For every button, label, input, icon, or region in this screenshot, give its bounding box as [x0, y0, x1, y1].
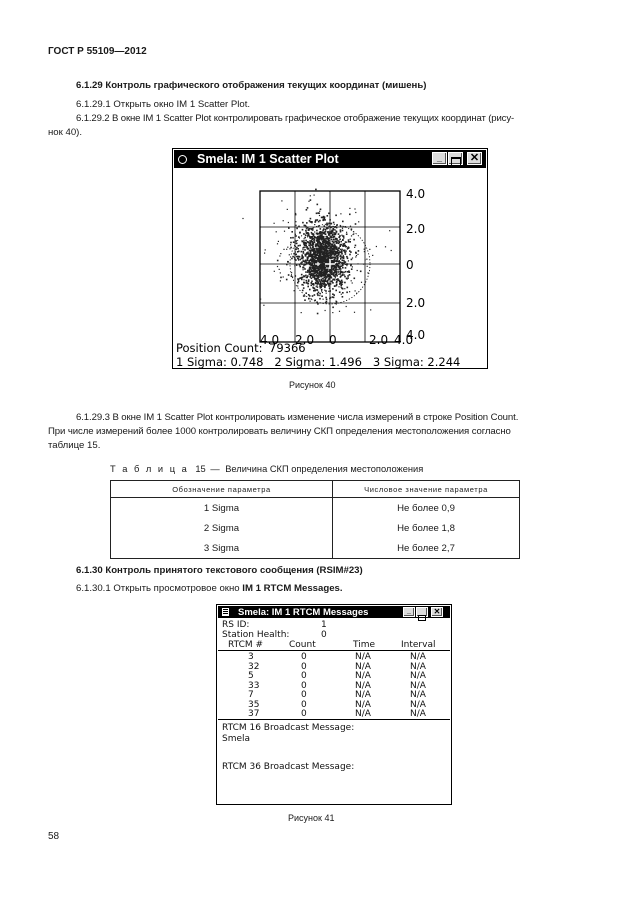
column-header-interval: Interval: [401, 640, 436, 650]
x-tick-label: 4.0: [394, 333, 414, 347]
scatter-plot-canvas: [173, 169, 487, 369]
minimize-button[interactable]: _: [432, 152, 447, 165]
time-cell: N/A: [355, 699, 371, 710]
table-cell-value: Не более 0,9: [333, 498, 520, 519]
column-header-rtcm: RTCM #: [228, 640, 264, 650]
position-count-label: Position Count:: [176, 341, 263, 355]
time-cell: N/A: [355, 709, 371, 719]
close-button[interactable]: ✕: [431, 607, 443, 617]
paragraph-6-1-29-3-line3: таблице 15.: [48, 440, 101, 451]
scatter-plot-window: [172, 148, 488, 369]
sigma-values: 1 Sigma: 0.748 2 Sigma: 1.496 3 Sigma: 2.244: [176, 355, 461, 369]
interval-cell: N/A: [410, 709, 426, 719]
section-heading-6-1-29: 6.1.29 Контроль графического отображения текущих координат (мишень): [76, 80, 427, 91]
column-header-count: Count: [289, 640, 316, 650]
y-tick-label: 0: [406, 258, 414, 272]
rtcm-number-cell: 32: [248, 661, 260, 672]
table-cell-param: 3 Sigma: [111, 538, 333, 559]
count-cell: 0: [301, 661, 307, 672]
paragraph-6-1-29-2-line2: нок 40).: [48, 127, 83, 138]
table-row: [111, 498, 520, 519]
rs-id-value: 1: [321, 620, 327, 630]
paragraph-6-1-29-2-line1: 6.1.29.2 В окне IM 1 Scatter Plot контролировать графическое отображение текущих координат (рису-: [76, 113, 515, 124]
count-cell: 0: [301, 680, 307, 691]
paragraph-6-1-29-3-line2: При числе измерений более 1000 контролировать величину СКП определения местоположения согласно: [48, 426, 511, 437]
table-15-caption: [110, 464, 423, 474]
window-menu-icon[interactable]: [222, 608, 229, 616]
table-caption-prefix: Т а б л и ц а: [110, 464, 189, 474]
table-cell-value: Не более 2,7: [333, 538, 520, 559]
time-cell: N/A: [355, 690, 371, 700]
table-row: [111, 538, 520, 559]
table-caption-dash: —: [210, 464, 220, 474]
time-cell: N/A: [355, 671, 371, 681]
column-header-time: Time: [353, 640, 376, 650]
count-cell: 0: [301, 709, 307, 719]
broadcast-36-label: RTCM 36 Broadcast Message:: [222, 762, 355, 772]
interval-cell: N/A: [410, 690, 426, 700]
table-cell-param: 1 Sigma: [111, 498, 333, 519]
time-cell: N/A: [355, 661, 371, 672]
y-tick-label: 4.0: [406, 187, 426, 201]
x-tick-label: 4.0: [260, 333, 280, 347]
count-cell: 0: [301, 652, 307, 662]
paragraph-6-1-29-3-line1: 6.1.29.3 В окне IM 1 Scatter Plot контролировать изменение числа измерений в строке Position Count.: [76, 412, 519, 423]
figure-40-caption: Рисунок 40: [289, 380, 336, 390]
y-tick-label: 2.0: [406, 296, 426, 310]
rtcm-number-cell: 5: [248, 671, 254, 681]
table-caption-number: 15: [195, 464, 206, 474]
x-tick-label: 0: [329, 333, 337, 347]
interval-cell: N/A: [410, 699, 426, 710]
table-caption-title: Величина СКП определения местоположения: [225, 464, 424, 474]
broadcast-16-message: Smela: [222, 734, 251, 744]
close-button[interactable]: ✕: [467, 152, 482, 165]
window-name: IM 1 RTCM Messages.: [242, 583, 343, 594]
interval-cell: N/A: [410, 671, 426, 681]
rs-id-label: RS ID:: [222, 620, 250, 630]
table-header-value: Числовое значение параметра: [333, 481, 520, 498]
interval-cell: N/A: [410, 680, 426, 691]
count-cell: 0: [301, 690, 307, 700]
table-15: [110, 480, 520, 559]
minimize-button[interactable]: _: [403, 607, 415, 617]
window-menu-icon[interactable]: [178, 155, 187, 164]
rtcm-number-cell: 3: [248, 652, 254, 662]
table-cell-param: 2 Sigma: [111, 518, 333, 538]
position-count-value: 79366: [269, 341, 306, 355]
interval-cell: N/A: [410, 661, 426, 672]
time-cell: N/A: [355, 680, 371, 691]
paragraph-6-1-30-1: [76, 582, 343, 596]
count-cell: 0: [301, 699, 307, 710]
count-cell: 0: [301, 671, 307, 681]
table-cell-value: Не более 1,8: [333, 518, 520, 538]
header-divider: [218, 650, 450, 651]
interval-cell: N/A: [410, 652, 426, 662]
maximize-button[interactable]: [416, 607, 428, 617]
station-health-value: 0: [321, 630, 327, 640]
maximize-button[interactable]: [448, 152, 463, 165]
rtcm-number-cell: 7: [248, 690, 254, 700]
figure-41-caption: Рисунок 41: [288, 813, 335, 823]
table-row: [111, 518, 520, 538]
document-header: ГОСТ Р 55109—2012: [48, 46, 147, 57]
station-health-label: Station Health:: [222, 630, 290, 640]
broadcast-16-label: RTCM 16 Broadcast Message:: [222, 723, 355, 733]
scatter-cloud: [242, 189, 391, 315]
paragraph-6-1-29-1: 6.1.29.1 Открыть окно IM 1 Scatter Plot.: [76, 99, 251, 110]
x-tick-label: 2.0: [369, 333, 389, 347]
y-tick-label: 4.0: [406, 328, 426, 342]
rtcm-number-cell: 33: [248, 680, 260, 691]
section-heading-6-1-30: 6.1.30 Контроль принятого текстового сообщения (RSIM#23): [76, 565, 363, 576]
y-tick-label: 2.0: [406, 222, 426, 236]
scatter-plot-window-title: Smela: IM 1 Scatter Plot: [197, 152, 339, 166]
x-tick-label: 2.0: [295, 333, 315, 347]
rtcm-number-cell: 35: [248, 699, 260, 710]
paragraph-6-1-30-1-text: 6.1.30.1 Открыть просмотровое окно: [76, 583, 243, 594]
broadcast-divider: [218, 719, 450, 720]
rtcm-messages-window-title: Smela: IM 1 RTCM Messages: [238, 606, 369, 618]
rtcm-number-cell: 37: [248, 709, 260, 719]
time-cell: N/A: [355, 652, 371, 662]
rtcm-messages-window: [216, 604, 452, 805]
table-header-param: Обозначение параметра: [111, 481, 333, 498]
page-number: 58: [48, 831, 60, 842]
